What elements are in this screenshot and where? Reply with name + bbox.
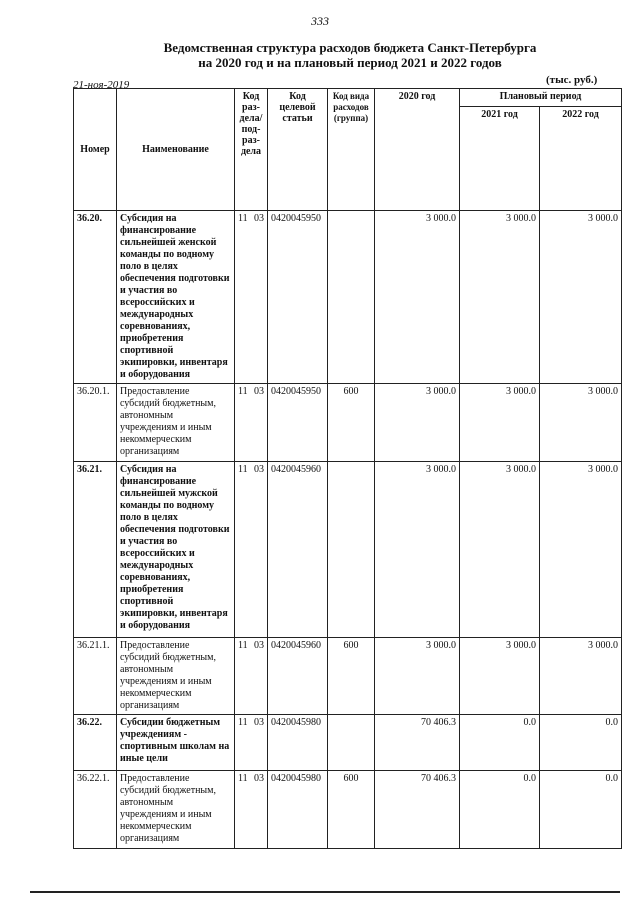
header-2021: 2021 год <box>460 107 540 211</box>
row-value-2021: 3 000.0 <box>460 462 540 638</box>
row-section-code: 11 03 <box>235 211 268 384</box>
row-target-code: 0420045960 <box>268 638 328 715</box>
table-row <box>74 211 622 384</box>
row-expense-code: 600 <box>328 384 375 462</box>
row-value-2020: 70 406.3 <box>375 715 460 771</box>
row-section-code: 11 03 <box>235 638 268 715</box>
table-row <box>74 462 622 638</box>
header-expense-code: Код вида расходов (группа) <box>328 89 375 211</box>
row-number: 36.22.1. <box>74 771 117 849</box>
document-date: 21-ноя-2019 <box>73 79 130 91</box>
document-title <box>100 40 600 70</box>
row-value-2020: 70 406.3 <box>375 771 460 849</box>
row-name: Субсидия на финансирование сильнейшей мужской команды по водному поло в целях обеспечения подготовки и участия во всероссийских и международных соревнованиях, приобретения спортивной экипировки, инвентаря и оборудования <box>117 462 235 638</box>
row-value-2022: 0.0 <box>540 715 622 771</box>
row-name: Предоставление субсидий бюджетным, автономным учреждениям и иным некоммерческим организациям <box>117 384 235 462</box>
table-row <box>74 384 622 462</box>
title-line-2: на 2020 год и на плановый период 2021 и 2022 годов <box>198 55 502 70</box>
row-number: 36.22. <box>74 715 117 771</box>
row-value-2022: 3 000.0 <box>540 384 622 462</box>
bottom-rule <box>30 891 620 893</box>
row-value-2022: 3 000.0 <box>540 211 622 384</box>
row-value-2021: 3 000.0 <box>460 384 540 462</box>
row-section-code: 11 03 <box>235 715 268 771</box>
row-number: 36.21. <box>74 462 117 638</box>
row-expense-code: 600 <box>328 638 375 715</box>
header-2020: 2020 год <box>375 89 460 211</box>
row-expense-code <box>328 211 375 384</box>
row-value-2021: 0.0 <box>460 715 540 771</box>
row-value-2022: 3 000.0 <box>540 638 622 715</box>
row-value-2020: 3 000.0 <box>375 638 460 715</box>
header-target-code: Код целевой статьи <box>268 89 328 211</box>
header-planned-period: Плановый период <box>460 89 622 107</box>
row-name: Предоставление субсидий бюджетным, автономным учреждениям и иным некоммерческим организациям <box>117 771 235 849</box>
row-value-2020: 3 000.0 <box>375 211 460 384</box>
row-name: Субсидия на финансирование сильнейшей женской команды по водному поло в целях обеспечения подготовки и участия во всероссийских и международных соревнованиях, приобретения спортивной экипировки, инвентаря и оборудования <box>117 211 235 384</box>
row-value-2021: 3 000.0 <box>460 638 540 715</box>
units-label: (тыс. руб.) <box>546 74 598 86</box>
row-number: 36.20.1. <box>74 384 117 462</box>
row-value-2022: 0.0 <box>540 771 622 849</box>
row-target-code: 0420045950 <box>268 384 328 462</box>
budget-table <box>73 88 622 849</box>
table-row <box>74 771 622 849</box>
row-section-code: 11 03 <box>235 462 268 638</box>
row-value-2021: 3 000.0 <box>460 211 540 384</box>
page-number: 333 <box>311 14 329 28</box>
row-expense-code <box>328 462 375 638</box>
row-expense-code <box>328 715 375 771</box>
row-name: Предоставление субсидий бюджетным, автономным учреждениям и иным некоммерческим организациям <box>117 638 235 715</box>
header-2022: 2022 год <box>540 107 622 211</box>
row-target-code: 0420045980 <box>268 715 328 771</box>
row-name: Субсидии бюджетным учреждениям - спортивным школам на иные цели <box>117 715 235 771</box>
table-row <box>74 638 622 715</box>
row-number: 36.20. <box>74 211 117 384</box>
row-value-2020: 3 000.0 <box>375 462 460 638</box>
row-target-code: 0420045960 <box>268 462 328 638</box>
title-line-1: Ведомственная структура расходов бюджета Санкт-Петербурга <box>163 40 537 55</box>
row-value-2022: 3 000.0 <box>540 462 622 638</box>
row-target-code: 0420045950 <box>268 211 328 384</box>
row-value-2021: 0.0 <box>460 771 540 849</box>
row-target-code: 0420045980 <box>268 771 328 849</box>
row-value-2020: 3 000.0 <box>375 384 460 462</box>
header-number: Номер <box>74 89 117 211</box>
header-section-code: Код раз-дела/ под-раз-дела <box>235 89 268 211</box>
header-name: Наименование <box>117 89 235 211</box>
table-row <box>74 715 622 771</box>
row-number: 36.21.1. <box>74 638 117 715</box>
row-section-code: 11 03 <box>235 771 268 849</box>
row-section-code: 11 03 <box>235 384 268 462</box>
row-expense-code: 600 <box>328 771 375 849</box>
